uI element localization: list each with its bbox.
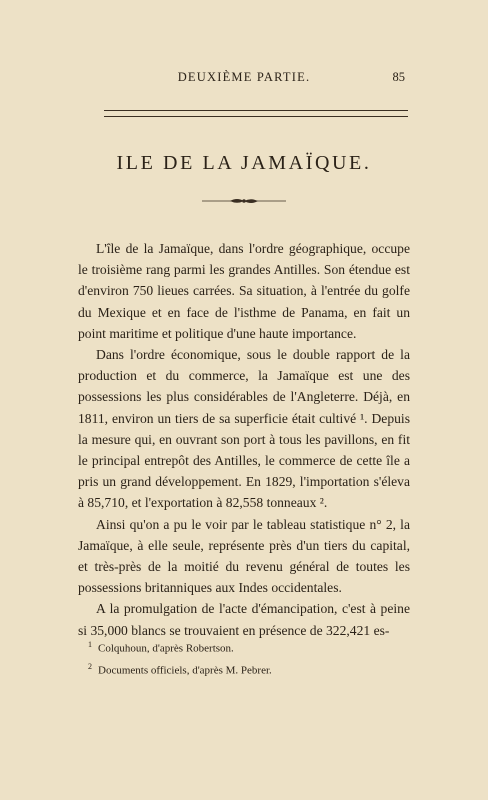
footnote <box>88 636 408 658</box>
footnote-mark: 1 <box>88 640 92 649</box>
chapter-title: ILE DE LA JAMAÏQUE. <box>116 152 372 174</box>
paragraph: L'île de la Jamaïque, dans l'ordre géographique, occupe le troisième rang parmi les grandes Antilles. Son étendue est d'environ 750 lieues carrées. Sa situation, à l'entrée du golfe du Mexique et en face de l'isthme de Panama, en fait un point maritime et politique d'une haute importance. <box>78 241 410 341</box>
title-ornament <box>200 196 288 206</box>
page-header <box>0 70 488 86</box>
running-head: DEUXIÈME PARTIE. <box>177 70 311 84</box>
footnote-mark: 2 <box>88 661 92 671</box>
paragraph: Dans l'ordre économique, sous le double rapport de la production et du commerce, la Jamaïque est une des possessions les plus considérables de l'Angleterre. Déjà, en 1811, environ un tiers de sa superficie était cultivé ¹. Depuis la mesure qui, en ouvrant son port à tous les pavillons, en fit le principal entrepôt des Antilles, le commerce de cette île a pris un grand développement. En 1829, l'importation s'éleva à 85,710, et l'exportation à 82,558 tonneaux ². <box>78 347 410 511</box>
page-number: 85 <box>392 70 405 84</box>
header-double-rule <box>104 110 408 117</box>
footnotes <box>88 636 408 679</box>
footnote-text: Colquhoun, d'après Robertson. <box>98 642 234 655</box>
paragraph: Ainsi qu'on a pu le voir par le tableau statistique n° 2, la Jamaïque, à elle seule, représente près d'un tiers du capital, et très-près de la moitié du revenu général de toutes les possessions britanniques aux Indes occidentales. <box>78 516 410 596</box>
paragraph: A la promulgation de l'acte d'émancipation, c'est à peine si 35,000 blancs se trouvaient en présence de 322,421 es- <box>78 601 410 638</box>
footnote-text: Documents officiels, d'après M. Pebrer. <box>98 664 272 677</box>
footnote <box>88 658 408 680</box>
body-text <box>78 238 410 641</box>
